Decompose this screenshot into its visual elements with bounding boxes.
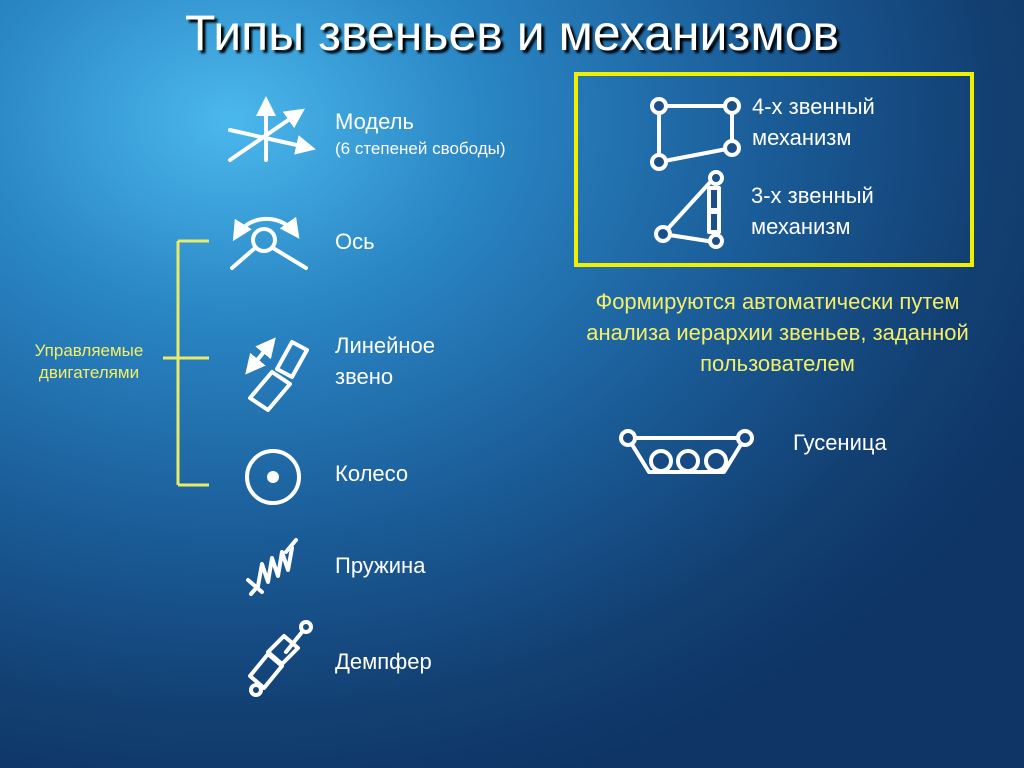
- link-sub-model: (6 степеней свободы): [335, 139, 506, 158]
- track-label: Гусеница: [793, 430, 887, 455]
- wheel-icon: [247, 451, 299, 503]
- mechanism-label-four-bar: 4-х звенный механизм: [752, 94, 875, 150]
- auto-generation-note: Формируются автоматически путем анализа иерархии звеньев, заданной пользователем: [586, 289, 969, 376]
- linear-link-icon: [249, 342, 307, 410]
- damper-icon: [250, 622, 311, 695]
- mechanism-label-three-bar: 3-х звенный механизм: [751, 183, 874, 239]
- link-label-wheel: Колесо: [335, 461, 409, 486]
- link-label-spring: Пружина: [335, 553, 426, 578]
- link-label-linear: Линейное звено: [335, 333, 436, 389]
- track-icon: [621, 431, 752, 472]
- axis-icon: [232, 219, 306, 268]
- spring-icon: [248, 540, 296, 594]
- link-name-model: Модель: [335, 109, 414, 134]
- link-label-model: [335, 106, 506, 161]
- link-label-damper: Демпфер: [335, 649, 432, 674]
- controlled-motors-label: Управляемые двигателями: [34, 341, 144, 382]
- model-6dof-icon: [230, 102, 310, 160]
- link-label-axis: Ось: [335, 229, 375, 254]
- page-title: Типы звеньев и механизмов: [184, 5, 840, 61]
